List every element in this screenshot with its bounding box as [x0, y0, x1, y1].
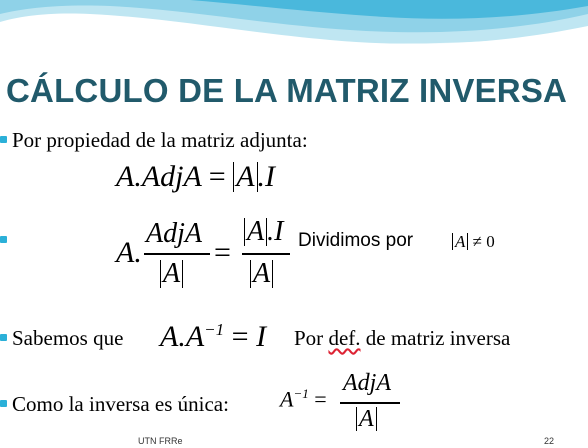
- fraction-bar: [144, 253, 210, 255]
- slide-title: CÁLCULO DE LA MATRIZ INVERSA: [6, 72, 568, 109]
- equation-prefix: A.: [116, 236, 142, 269]
- fraction-denominator-det: A: [160, 258, 183, 290]
- spellcheck-word: def.: [328, 326, 361, 350]
- header-wave-decoration: [0, 0, 588, 60]
- equation-adjugate-property: A.AdjA = A .I: [116, 160, 276, 193]
- fraction-numerator-adja: AdjA: [146, 218, 202, 249]
- equation-inverse-definition: $A.A^{-1} = I$: [160, 320, 267, 353]
- fraction-denominator-det: A: [356, 406, 377, 433]
- bullet-marker: [0, 136, 7, 143]
- fraction-numerator-adja: AdjA: [343, 370, 391, 396]
- fraction-bar: [340, 402, 400, 404]
- bullet-marker: [0, 400, 7, 407]
- bullet-marker: [0, 236, 7, 243]
- bullet-text-adjunta: Por propiedad de la matriz adjunta:: [12, 128, 308, 152]
- equation-inverse-lhs: $A^{-1}$ =: [280, 386, 327, 412]
- bullet-text-definicion: Por def. de matriz inversa: [294, 326, 511, 350]
- fraction-denominator-det: A: [250, 258, 273, 290]
- fraction-bar: [242, 253, 290, 255]
- fraction-numerator-det-i: A .I: [244, 216, 283, 248]
- bullet-text-sabemos: Sabemos que: [12, 326, 124, 350]
- equals-sign: =: [214, 236, 231, 269]
- nonzero-condition: A ≠ 0: [452, 232, 495, 252]
- slide-number: 22: [544, 436, 555, 446]
- bullet-text-unica: Como la inversa es única:: [12, 392, 229, 416]
- footer-institution: UTN FRRe: [138, 436, 183, 446]
- division-note: Dividimos por: [298, 230, 414, 251]
- bullet-marker: [0, 334, 7, 341]
